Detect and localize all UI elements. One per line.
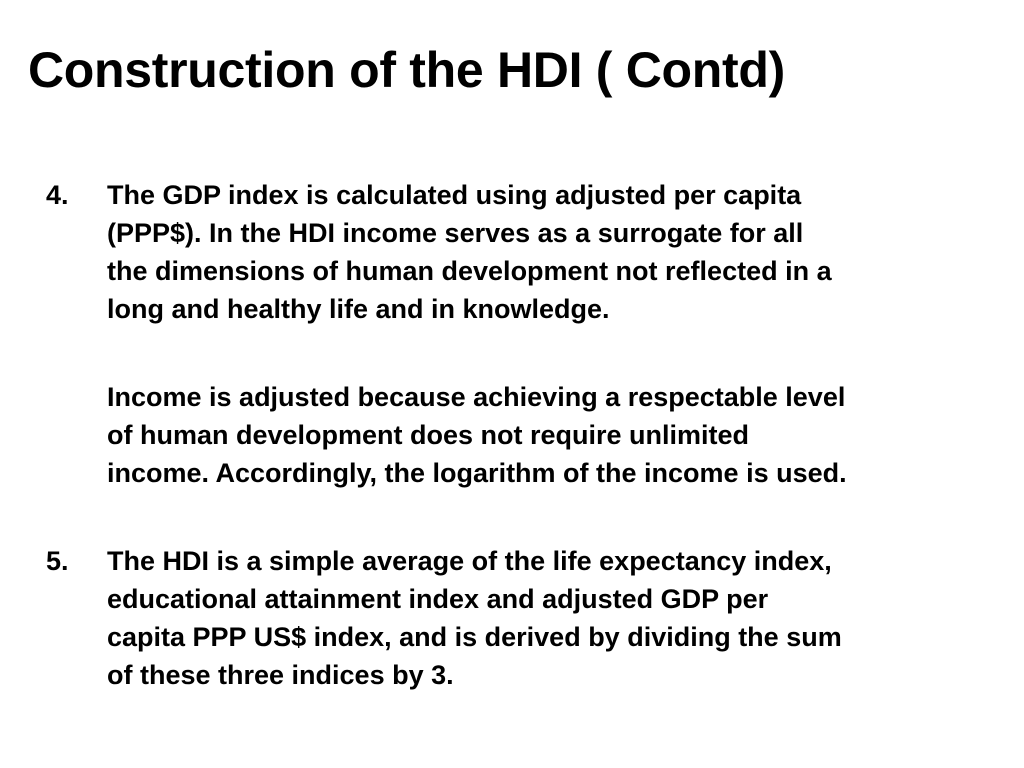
list-item-paragraph: Income is adjusted because achieving a respectable level of human development does not require unlimited income. Accordingly, the logarithm of the income is used. (107, 382, 847, 488)
list-item-paragraph: The GDP index is calculated using adjusted per capita (PPP$). In the HDI income serves as a surrogate for all the dimensions of human development not reflected in a long and healthy life and in knowledge. (107, 180, 832, 324)
list-item-paragraph: The HDI is a simple average of the life expectancy index, educational attainment index and adjusted GDP per capita PPP US$ index, and is derived by dividing the sum of these three indices by 3. (107, 546, 842, 690)
list-item-number: 4. (46, 180, 69, 210)
slide-title: Construction of the HDI ( Contd) (28, 42, 785, 98)
list-item-number: 5. (46, 546, 69, 576)
